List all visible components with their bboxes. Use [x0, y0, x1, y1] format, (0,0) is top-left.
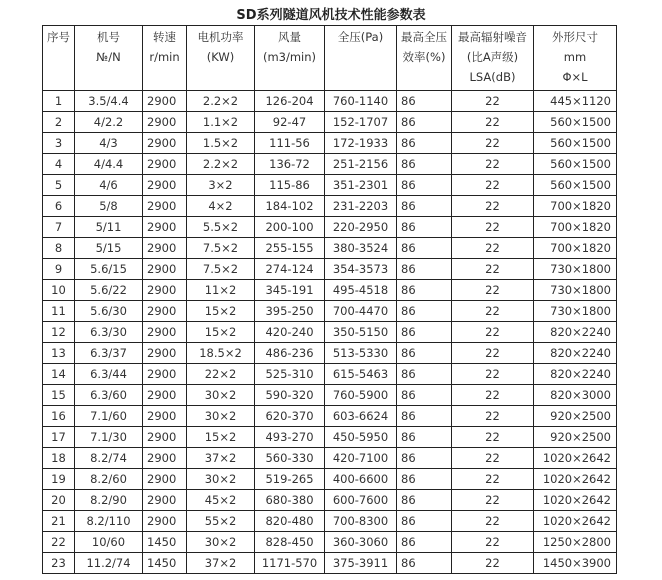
cell-airflow: 255-155: [255, 238, 325, 259]
cell-model: 3.5/4.4: [75, 91, 143, 112]
cell-pressure: 351-2301: [325, 175, 397, 196]
cell-dimensions: 920×2500: [534, 427, 617, 448]
header-airflow: [255, 26, 325, 91]
cell-rpm: 2900: [143, 133, 187, 154]
cell-seq: 9: [43, 259, 75, 280]
cell-efficiency: 86: [397, 133, 452, 154]
cell-model: 8.2/74: [75, 448, 143, 469]
cell-efficiency: 86: [397, 553, 452, 574]
cell-seq: 12: [43, 322, 75, 343]
header-line: (m3/min): [262, 50, 317, 64]
cell-efficiency: 86: [397, 532, 452, 553]
cell-seq: 10: [43, 280, 75, 301]
cell-airflow: 274-124: [255, 259, 325, 280]
cell-dimensions: 560×1500: [534, 175, 617, 196]
cell-dimensions: 1020×2642: [534, 448, 617, 469]
cell-efficiency: 86: [397, 175, 452, 196]
header-line: 机号: [97, 30, 120, 44]
cell-seq: 6: [43, 196, 75, 217]
cell-airflow: 519-265: [255, 469, 325, 490]
cell-dimensions: 730×1800: [534, 259, 617, 280]
header-line: 转速: [153, 30, 176, 44]
cell-airflow: 395-250: [255, 301, 325, 322]
header-seq: [43, 26, 75, 91]
cell-rpm: 2900: [143, 511, 187, 532]
cell-airflow: 92-47: [255, 112, 325, 133]
cell-pressure: 513-5330: [325, 343, 397, 364]
cell-pressure: 420-7100: [325, 448, 397, 469]
header-efficiency: [397, 26, 452, 91]
cell-model: 10/60: [75, 532, 143, 553]
cell-dimensions: 560×1500: [534, 112, 617, 133]
cell-model: 8.2/90: [75, 490, 143, 511]
cell-seq: 20: [43, 490, 75, 511]
cell-noise: 22: [452, 385, 534, 406]
cell-efficiency: 86: [397, 364, 452, 385]
header-pressure: [325, 26, 397, 91]
table-row: [43, 364, 617, 385]
cell-efficiency: 86: [397, 427, 452, 448]
header-line: 全压(Pa): [337, 30, 384, 44]
header-line: (比A声级): [466, 50, 519, 64]
cell-pressure: 251-2156: [325, 154, 397, 175]
cell-noise: 22: [452, 364, 534, 385]
header-line: 最高全压: [401, 30, 447, 44]
cell-seq: 19: [43, 469, 75, 490]
cell-rpm: 2900: [143, 490, 187, 511]
header-line: 最高辐射噪音: [458, 30, 527, 44]
cell-noise: 22: [452, 553, 534, 574]
cell-pressure: 400-6600: [325, 469, 397, 490]
header-line: r/min: [149, 50, 180, 64]
cell-efficiency: 86: [397, 217, 452, 238]
header-line: Φ×L: [562, 70, 588, 84]
cell-model: 6.3/60: [75, 385, 143, 406]
cell-efficiency: 86: [397, 406, 452, 427]
cell-airflow: 560-330: [255, 448, 325, 469]
table-row: [43, 553, 617, 574]
cell-rpm: 2900: [143, 238, 187, 259]
cell-power: 30×2: [187, 532, 255, 553]
cell-power: 55×2: [187, 511, 255, 532]
cell-model: 6.3/30: [75, 322, 143, 343]
cell-noise: 22: [452, 490, 534, 511]
header-rpm: [143, 26, 187, 91]
cell-model: 6.3/44: [75, 364, 143, 385]
table-row: [43, 196, 617, 217]
cell-pressure: 354-3573: [325, 259, 397, 280]
header-line: 电机功率: [197, 30, 244, 44]
table-row: [43, 259, 617, 280]
table-body: [43, 91, 617, 574]
header-row: [43, 26, 617, 91]
cell-dimensions: 700×1820: [534, 196, 617, 217]
cell-noise: 22: [452, 301, 534, 322]
cell-pressure: 615-5463: [325, 364, 397, 385]
cell-pressure: 380-3524: [325, 238, 397, 259]
cell-dimensions: 700×1820: [534, 238, 617, 259]
cell-airflow: 486-236: [255, 343, 325, 364]
cell-seq: 14: [43, 364, 75, 385]
cell-rpm: 2900: [143, 343, 187, 364]
cell-pressure: 495-4518: [325, 280, 397, 301]
cell-airflow: 126-204: [255, 91, 325, 112]
cell-seq: 4: [43, 154, 75, 175]
table-row: [43, 490, 617, 511]
cell-noise: 22: [452, 280, 534, 301]
cell-rpm: 1450: [143, 553, 187, 574]
cell-power: 30×2: [187, 469, 255, 490]
cell-noise: 22: [452, 91, 534, 112]
cell-model: 4/4.4: [75, 154, 143, 175]
cell-rpm: 2900: [143, 469, 187, 490]
cell-seq: 15: [43, 385, 75, 406]
cell-airflow: 820-480: [255, 511, 325, 532]
cell-noise: 22: [452, 448, 534, 469]
cell-pressure: 172-1933: [325, 133, 397, 154]
cell-dimensions: 730×1800: [534, 280, 617, 301]
cell-rpm: 2900: [143, 301, 187, 322]
table-row: [43, 238, 617, 259]
table-row: [43, 280, 617, 301]
header-model: [75, 26, 143, 91]
cell-pressure: 152-1707: [325, 112, 397, 133]
cell-power: 30×2: [187, 406, 255, 427]
cell-seq: 8: [43, 238, 75, 259]
cell-efficiency: 86: [397, 112, 452, 133]
table-row: [43, 301, 617, 322]
cell-pressure: 350-5150: [325, 322, 397, 343]
table-row: [43, 112, 617, 133]
cell-pressure: 450-5950: [325, 427, 397, 448]
cell-dimensions: 920×2500: [534, 406, 617, 427]
cell-airflow: 1171-570: [255, 553, 325, 574]
cell-rpm: 2900: [143, 112, 187, 133]
cell-rpm: 2900: [143, 364, 187, 385]
cell-pressure: 220-2950: [325, 217, 397, 238]
header-line: 风量: [278, 30, 301, 44]
cell-power: 4×2: [187, 196, 255, 217]
cell-noise: 22: [452, 511, 534, 532]
cell-efficiency: 86: [397, 91, 452, 112]
cell-efficiency: 86: [397, 196, 452, 217]
cell-model: 8.2/110: [75, 511, 143, 532]
cell-rpm: 2900: [143, 175, 187, 196]
header-dimensions: [534, 26, 617, 91]
cell-rpm: 2900: [143, 427, 187, 448]
cell-rpm: 2900: [143, 280, 187, 301]
cell-noise: 22: [452, 112, 534, 133]
table-row: [43, 406, 617, 427]
header-power: [187, 26, 255, 91]
cell-model: 5.6/30: [75, 301, 143, 322]
table-row: [43, 133, 617, 154]
cell-power: 11×2: [187, 280, 255, 301]
table-row: [43, 427, 617, 448]
cell-airflow: 345-191: [255, 280, 325, 301]
cell-power: 37×2: [187, 448, 255, 469]
cell-power: 1.1×2: [187, 112, 255, 133]
cell-dimensions: 820×2240: [534, 322, 617, 343]
cell-noise: 22: [452, 238, 534, 259]
cell-power: 7.5×2: [187, 259, 255, 280]
cell-noise: 22: [452, 427, 534, 448]
cell-noise: 22: [452, 175, 534, 196]
cell-rpm: 1450: [143, 532, 187, 553]
cell-noise: 22: [452, 154, 534, 175]
cell-power: 2.2×2: [187, 91, 255, 112]
cell-dimensions: 1020×2642: [534, 490, 617, 511]
cell-airflow: 590-320: [255, 385, 325, 406]
cell-power: 2.2×2: [187, 154, 255, 175]
cell-power: 22×2: [187, 364, 255, 385]
table-row: [43, 343, 617, 364]
cell-noise: 22: [452, 532, 534, 553]
table-row: [43, 532, 617, 553]
cell-seq: 7: [43, 217, 75, 238]
cell-power: 7.5×2: [187, 238, 255, 259]
table-row: [43, 322, 617, 343]
header-line: 序号: [47, 30, 70, 44]
cell-dimensions: 1450×3900: [534, 553, 617, 574]
cell-efficiency: 86: [397, 448, 452, 469]
cell-airflow: 200-100: [255, 217, 325, 238]
cell-pressure: 375-3911: [325, 553, 397, 574]
cell-noise: 22: [452, 469, 534, 490]
cell-model: 11.2/74: [75, 553, 143, 574]
cell-model: 4/6: [75, 175, 143, 196]
table-row: [43, 385, 617, 406]
cell-model: 6.3/37: [75, 343, 143, 364]
cell-pressure: 231-2203: [325, 196, 397, 217]
cell-airflow: 136-72: [255, 154, 325, 175]
header-line: №/N: [96, 50, 121, 64]
cell-seq: 3: [43, 133, 75, 154]
spec-table: [42, 25, 617, 574]
cell-dimensions: 700×1820: [534, 217, 617, 238]
cell-pressure: 600-7600: [325, 490, 397, 511]
header-line: LSA(dB): [469, 70, 516, 84]
cell-airflow: 420-240: [255, 322, 325, 343]
table-row: [43, 469, 617, 490]
cell-efficiency: 86: [397, 238, 452, 259]
cell-power: 1.5×2: [187, 133, 255, 154]
cell-airflow: 493-270: [255, 427, 325, 448]
cell-noise: 22: [452, 133, 534, 154]
cell-dimensions: 730×1800: [534, 301, 617, 322]
cell-airflow: 111-56: [255, 133, 325, 154]
cell-efficiency: 86: [397, 259, 452, 280]
cell-seq: 16: [43, 406, 75, 427]
cell-efficiency: 86: [397, 301, 452, 322]
cell-model: 5/8: [75, 196, 143, 217]
cell-dimensions: 1020×2642: [534, 511, 617, 532]
cell-seq: 2: [43, 112, 75, 133]
cell-model: 5.6/15: [75, 259, 143, 280]
cell-efficiency: 86: [397, 343, 452, 364]
cell-rpm: 2900: [143, 385, 187, 406]
cell-efficiency: 86: [397, 322, 452, 343]
cell-airflow: 184-102: [255, 196, 325, 217]
cell-noise: 22: [452, 343, 534, 364]
cell-noise: 22: [452, 217, 534, 238]
cell-model: 7.1/60: [75, 406, 143, 427]
cell-pressure: 700-8300: [325, 511, 397, 532]
cell-seq: 5: [43, 175, 75, 196]
cell-pressure: 760-5900: [325, 385, 397, 406]
cell-model: 5/15: [75, 238, 143, 259]
cell-efficiency: 86: [397, 469, 452, 490]
cell-rpm: 2900: [143, 217, 187, 238]
cell-dimensions: 820×2240: [534, 364, 617, 385]
cell-airflow: 620-370: [255, 406, 325, 427]
cell-seq: 22: [43, 532, 75, 553]
cell-model: 5.6/22: [75, 280, 143, 301]
cell-model: 7.1/30: [75, 427, 143, 448]
cell-model: 4/2.2: [75, 112, 143, 133]
table-row: [43, 511, 617, 532]
cell-pressure: 360-3060: [325, 532, 397, 553]
cell-noise: 22: [452, 406, 534, 427]
cell-seq: 1: [43, 91, 75, 112]
cell-efficiency: 86: [397, 154, 452, 175]
table-row: [43, 217, 617, 238]
cell-model: 4/3: [75, 133, 143, 154]
page-title: SD系列隧道风机技术性能参数表: [236, 8, 426, 23]
cell-airflow: 115-86: [255, 175, 325, 196]
cell-seq: 23: [43, 553, 75, 574]
cell-efficiency: 86: [397, 511, 452, 532]
cell-airflow: 680-380: [255, 490, 325, 511]
cell-rpm: 2900: [143, 406, 187, 427]
cell-power: 37×2: [187, 553, 255, 574]
cell-efficiency: 86: [397, 385, 452, 406]
cell-power: 3×2: [187, 175, 255, 196]
cell-rpm: 2900: [143, 322, 187, 343]
cell-pressure: 700-4470: [325, 301, 397, 322]
table-row: [43, 448, 617, 469]
table-row: [43, 91, 617, 112]
cell-rpm: 2900: [143, 448, 187, 469]
cell-model: 8.2/60: [75, 469, 143, 490]
cell-efficiency: 86: [397, 490, 452, 511]
cell-rpm: 2900: [143, 196, 187, 217]
cell-dimensions: 560×1500: [534, 133, 617, 154]
cell-dimensions: 1250×2800: [534, 532, 617, 553]
cell-seq: 21: [43, 511, 75, 532]
cell-power: 30×2: [187, 385, 255, 406]
cell-model: 5/11: [75, 217, 143, 238]
table-row: [43, 154, 617, 175]
cell-rpm: 2900: [143, 259, 187, 280]
table-row: [43, 175, 617, 196]
cell-rpm: 2900: [143, 154, 187, 175]
cell-power: 5.5×2: [187, 217, 255, 238]
header-line: mm: [563, 50, 587, 64]
cell-power: 15×2: [187, 427, 255, 448]
cell-seq: 18: [43, 448, 75, 469]
cell-airflow: 525-310: [255, 364, 325, 385]
cell-seq: 17: [43, 427, 75, 448]
cell-noise: 22: [452, 196, 534, 217]
header-line: 效率(%): [402, 50, 446, 64]
cell-power: 15×2: [187, 322, 255, 343]
cell-seq: 11: [43, 301, 75, 322]
cell-power: 45×2: [187, 490, 255, 511]
cell-seq: 13: [43, 343, 75, 364]
cell-noise: 22: [452, 322, 534, 343]
cell-power: 15×2: [187, 301, 255, 322]
cell-dimensions: 560×1500: [534, 154, 617, 175]
cell-dimensions: 820×3000: [534, 385, 617, 406]
cell-dimensions: 445×1120: [534, 91, 617, 112]
cell-rpm: 2900: [143, 91, 187, 112]
cell-airflow: 828-450: [255, 532, 325, 553]
header-line: 外形尺寸: [552, 30, 598, 44]
cell-power: 18.5×2: [187, 343, 255, 364]
cell-dimensions: 1020×2642: [534, 469, 617, 490]
header-line: (KW): [206, 50, 235, 64]
cell-efficiency: 86: [397, 280, 452, 301]
cell-pressure: 603-6624: [325, 406, 397, 427]
cell-pressure: 760-1140: [325, 91, 397, 112]
header-noise: [452, 26, 534, 91]
cell-noise: 22: [452, 259, 534, 280]
cell-dimensions: 820×2240: [534, 343, 617, 364]
